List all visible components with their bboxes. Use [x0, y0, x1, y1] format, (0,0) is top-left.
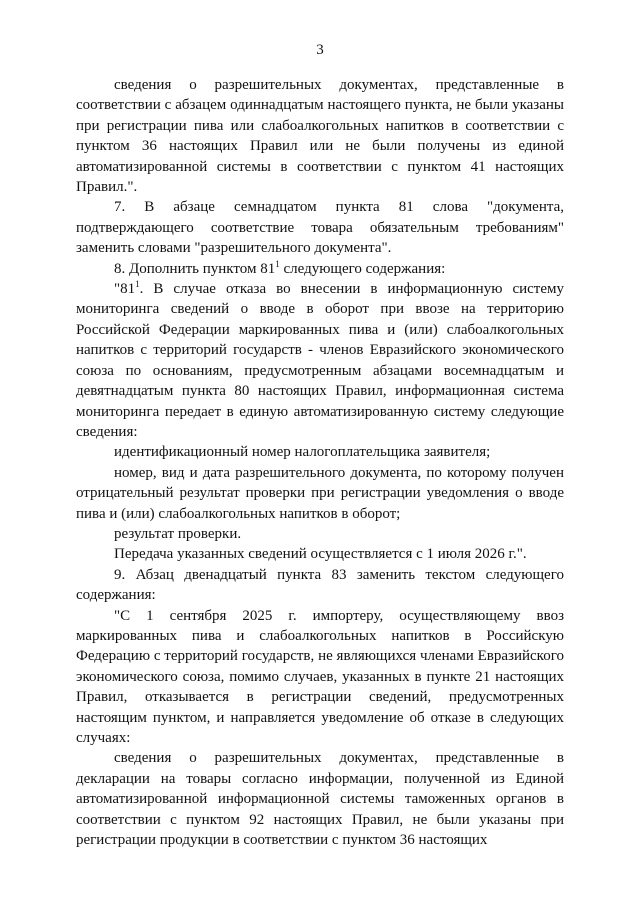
text-run: 8. Дополнить пунктом 81: [114, 260, 276, 277]
paragraph-81-1: [76, 279, 564, 442]
text-run: . В случае отказа во внесении в информационную систему мониторинга сведений о вводе в оборот при ввозе на территорию Российской Федерации маркированных пива и (или) слабоалкогольных напитков с территорий государств - членов Евразийского экономического союза по основаниям, предусмотренным абзацами восемнадцатым и девятнадцатым пункта 80 настоящих Правил, информационная система мониторинга передает в единую автоматизированную систему следующие сведения:: [76, 281, 564, 440]
superscript: 1: [135, 279, 140, 290]
paragraph: "С 1 сентября 2025 г. импортеру, осуществляющему ввоз маркированных пива и слабоалкогольных напитков в Российскую Федерацию с территорий государств, не являющихся членами Евразийского экономического союза, помимо случаев, указанных в пункте 21 настоящих Правил, отказывается в регистрации сведений, предусмотренных настоящим пунктом, и направляется уведомление об отказе в следующих случаях:: [76, 607, 564, 746]
paragraph-item-9: 9. Абзац двенадцатый пункта 83 заменить текстом следующего содержания:: [76, 566, 564, 604]
superscript: 1: [275, 258, 280, 269]
paragraph: Передача указанных сведений осуществляется с 1 июля 2026 г.".: [114, 546, 527, 563]
paragraph-item-7: 7. В абзаце семнадцатом пункта 81 слова "документа, подтверждающего соответствие товара обязательным требованиям" заменить словами "разрешительного документа".: [76, 199, 564, 257]
text-run: "81: [114, 281, 136, 298]
paragraph: результат проверки.: [114, 525, 242, 542]
paragraph: сведения о разрешительных документах, представленные в декларации на товары согласно информации, полученной из Единой автоматизированной информационной системы таможенных органов в соответствии с пунктом 92 настоящих Правил, не были указаны при регистрации продукции в соответствии с пунктом 36 настоящих: [76, 750, 564, 849]
paragraph: номер, вид и дата разрешительного документа, по которому получен отрицательный результат проверки при регистрации уведомления о вводе пива и (или) слабоалкогольных напитков в оборот;: [76, 464, 564, 522]
paragraph-item-8: [76, 259, 564, 279]
text-run: следующего содержания:: [279, 260, 446, 277]
paragraph: сведения о разрешительных документах, представленные в соответствии с абзацем одиннадцатым настоящего пункта, не были указаны при регистрации пива или слабоалкогольных напитков в соответствии с пунктом 36 настоящих Правил или не были получены из единой автоматизированной системы в соответствии с пунктом 41 настоящих Правил.".: [76, 77, 564, 196]
document-body: [76, 75, 564, 850]
paragraph: идентификационный номер налогоплательщика заявителя;: [114, 444, 491, 461]
page-number: 3: [316, 42, 324, 58]
